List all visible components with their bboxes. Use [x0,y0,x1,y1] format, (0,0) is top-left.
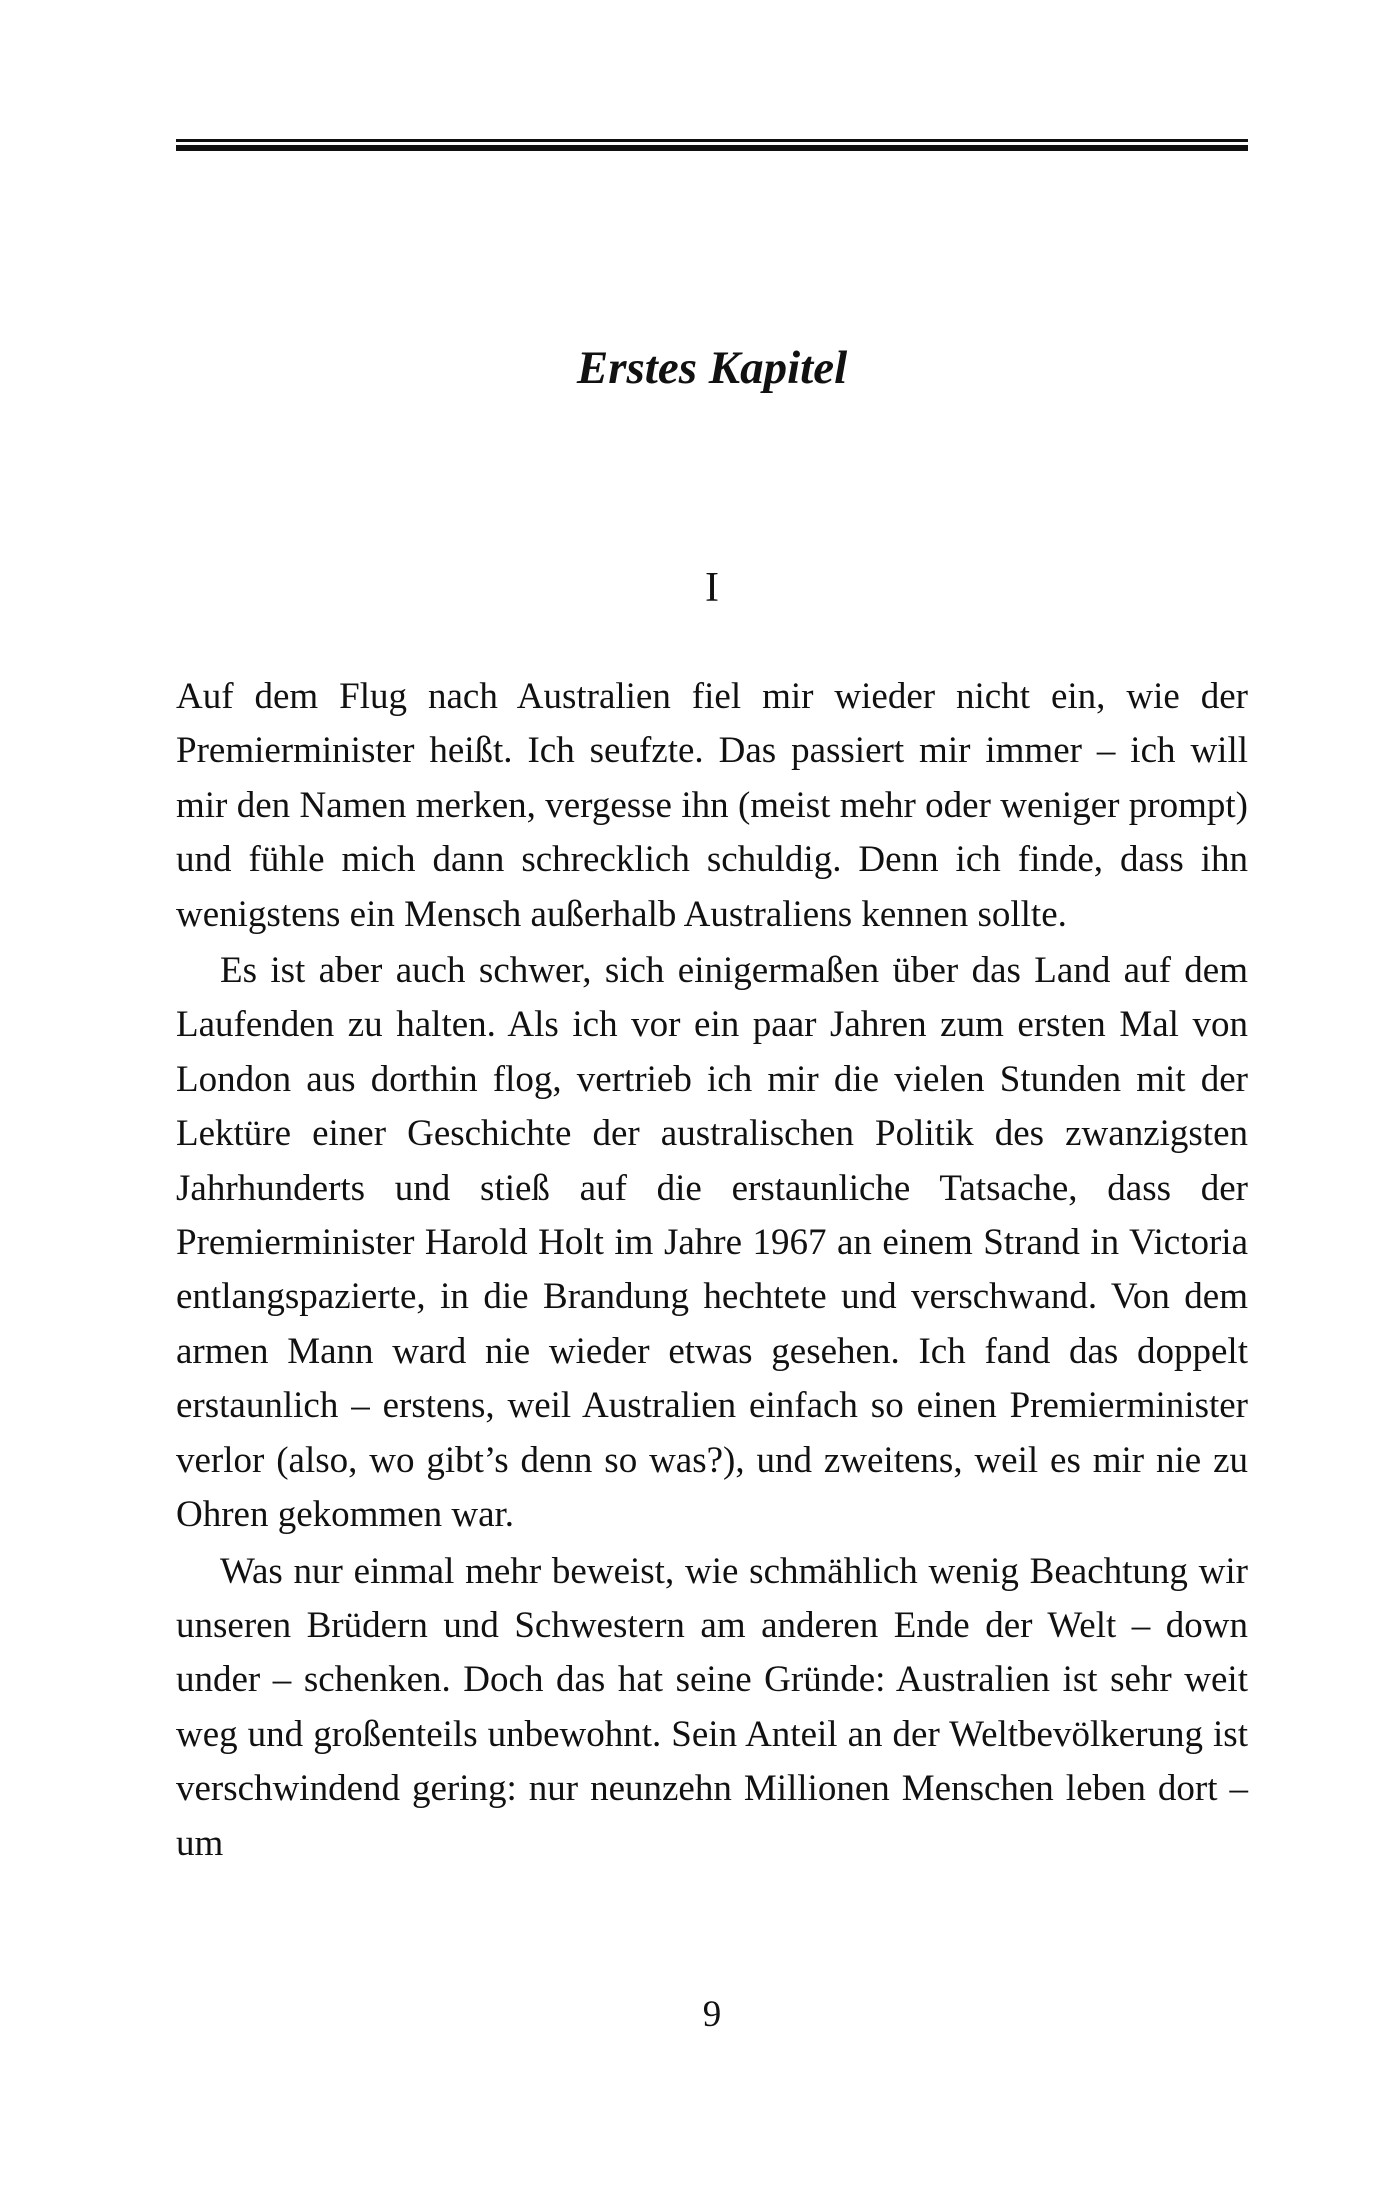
page-number: 9 [702,1994,722,2035]
top-rule-thick-line [176,145,1248,151]
chapter-title: Erstes Kapitel [576,342,848,394]
body-text [176,670,1248,1873]
paragraph-1: Auf dem Flug nach Australien fiel mir wieder nicht ein, wie der Premierminister heißt. Ich seufzte. Das passiert mir immer – ich will mir den Namen merken, vergesse ihn (meist mehr oder weniger prompt) und fühle mich dann schrecklich schuldig. Denn ich finde, dass ihn wenigstens ein Mensch außerhalb Australiens kennen sollte. [176,676,1248,935]
paragraph-2: Es ist aber auch schwer, sich einigermaßen über das Land auf dem Laufenden zu halten. Als ich vor ein paar Jahren zum ersten Mal von London aus dorthin flog, vertrieb ich mir die vielen Stunden mit der Lektüre einer Geschichte der australischen Politik des zwanzigsten Jahrhunderts und stieß auf die erstaunliche Tatsache, dass der Premierminister Harold Holt im Jahre 1967 an einem Strand in Victoria entlangspazierte, in die Brandung hechtete und verschwand. Von dem armen Mann ward nie wieder etwas gesehen. Ich fand das doppelt erstaunlich – erstens, weil Australien einfach so einen Premierminister verlor (also, wo gibt’s denn so was?), und zweitens, weil es mir nie zu Ohren gekommen war. [176,950,1248,1536]
top-rule [176,139,1248,153]
section-numeral: I [705,565,719,611]
paragraph-3: Was nur einmal mehr beweist, wie schmählich wenig Beachtung wir unseren Brüdern und Schwestern am anderen Ende der Welt – down under – schenken. Doch das hat seine Gründe: Australien ist sehr weit weg und großenteils unbewohnt. Sein Anteil an der Weltbevölkerung ist verschwindend gering: nur neunzehn Millionen Menschen leben dort – um [176,1550,1248,1864]
top-rule-thin-line [176,139,1248,142]
